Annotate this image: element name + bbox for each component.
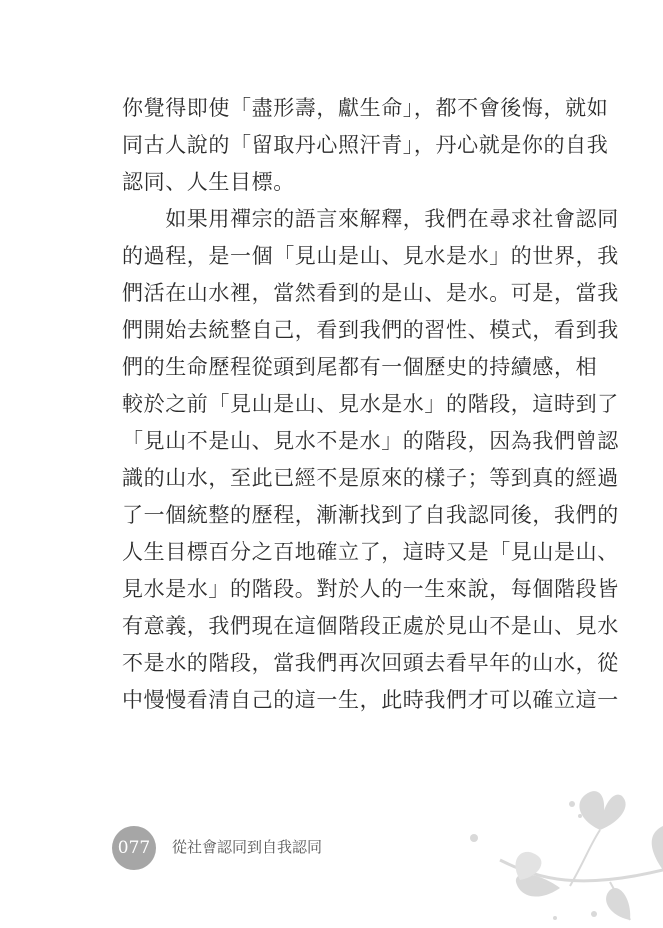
text-line: 你覺得即使「盡形壽，獻生命」，都不會後悔，就如 <box>122 96 609 120</box>
text-line: 不是水的階段，當我們再次回頭去看早年的山水，從 <box>122 651 619 675</box>
text-line: 同古人說的「留取丹心照汗青」，丹心就是你的自我 <box>122 133 609 157</box>
page-number-badge <box>112 826 156 870</box>
leaf-icon <box>579 791 604 830</box>
decor-dot <box>591 911 597 917</box>
text-line: 的過程，是一個「見山是山、見水是水」的世界，我 <box>122 244 619 268</box>
leaf-icon <box>652 826 663 870</box>
text-line: 中慢慢看清自己的這一生，此時我們才可以確立這一 <box>122 688 619 712</box>
text-line: 們開始去統整自己，看到我們的習性、模式，看到我 <box>122 318 619 342</box>
page-footer <box>112 826 412 870</box>
running-title: 從社會認同到自我認同 <box>172 838 323 856</box>
leaf-branch-decoration <box>460 790 663 928</box>
text-line: 人生目標百分之百地確立了，這時又是「見山是山、 <box>122 540 619 564</box>
decor-dot <box>578 814 582 818</box>
leaf-icon <box>600 795 626 830</box>
text-line: 如果用禪宗的語言來解釋，我們在尋求社會認同 <box>122 207 619 231</box>
branch-twig <box>570 830 600 886</box>
text-line: 有意義，我們現在這個階段正處於見山不是山、見水 <box>122 614 619 638</box>
text-line: 識的山水，至此已經不是原來的樣子；等到真的經過 <box>122 466 619 490</box>
text-line: 了一個統整的歷程，漸漸找到了自我認同後，我們的 <box>122 503 619 527</box>
text-line: 見水是水」的階段。對於人的一生來說，每個階段皆 <box>122 577 619 601</box>
decor-dot <box>569 801 575 807</box>
page-number: 077 <box>117 838 151 858</box>
text-line: 「見山不是山、見水不是水」的階段，因為我們曾認 <box>122 429 619 453</box>
leaf-icon <box>606 888 630 920</box>
text-line: 們活在山水裡，當然看到的是山、是水。可是，當我 <box>122 281 619 305</box>
text-line: 較於之前「見山是山、見水是水」的階段，這時到了 <box>122 392 619 416</box>
text-line: 認同、人生目標。 <box>122 170 295 194</box>
decor-dot <box>553 916 557 920</box>
text-line: 們的生命歷程從頭到尾都有一個歷史的持續感，相 <box>122 355 598 379</box>
decor-dot <box>470 834 478 842</box>
body-paragraphs <box>122 90 619 719</box>
